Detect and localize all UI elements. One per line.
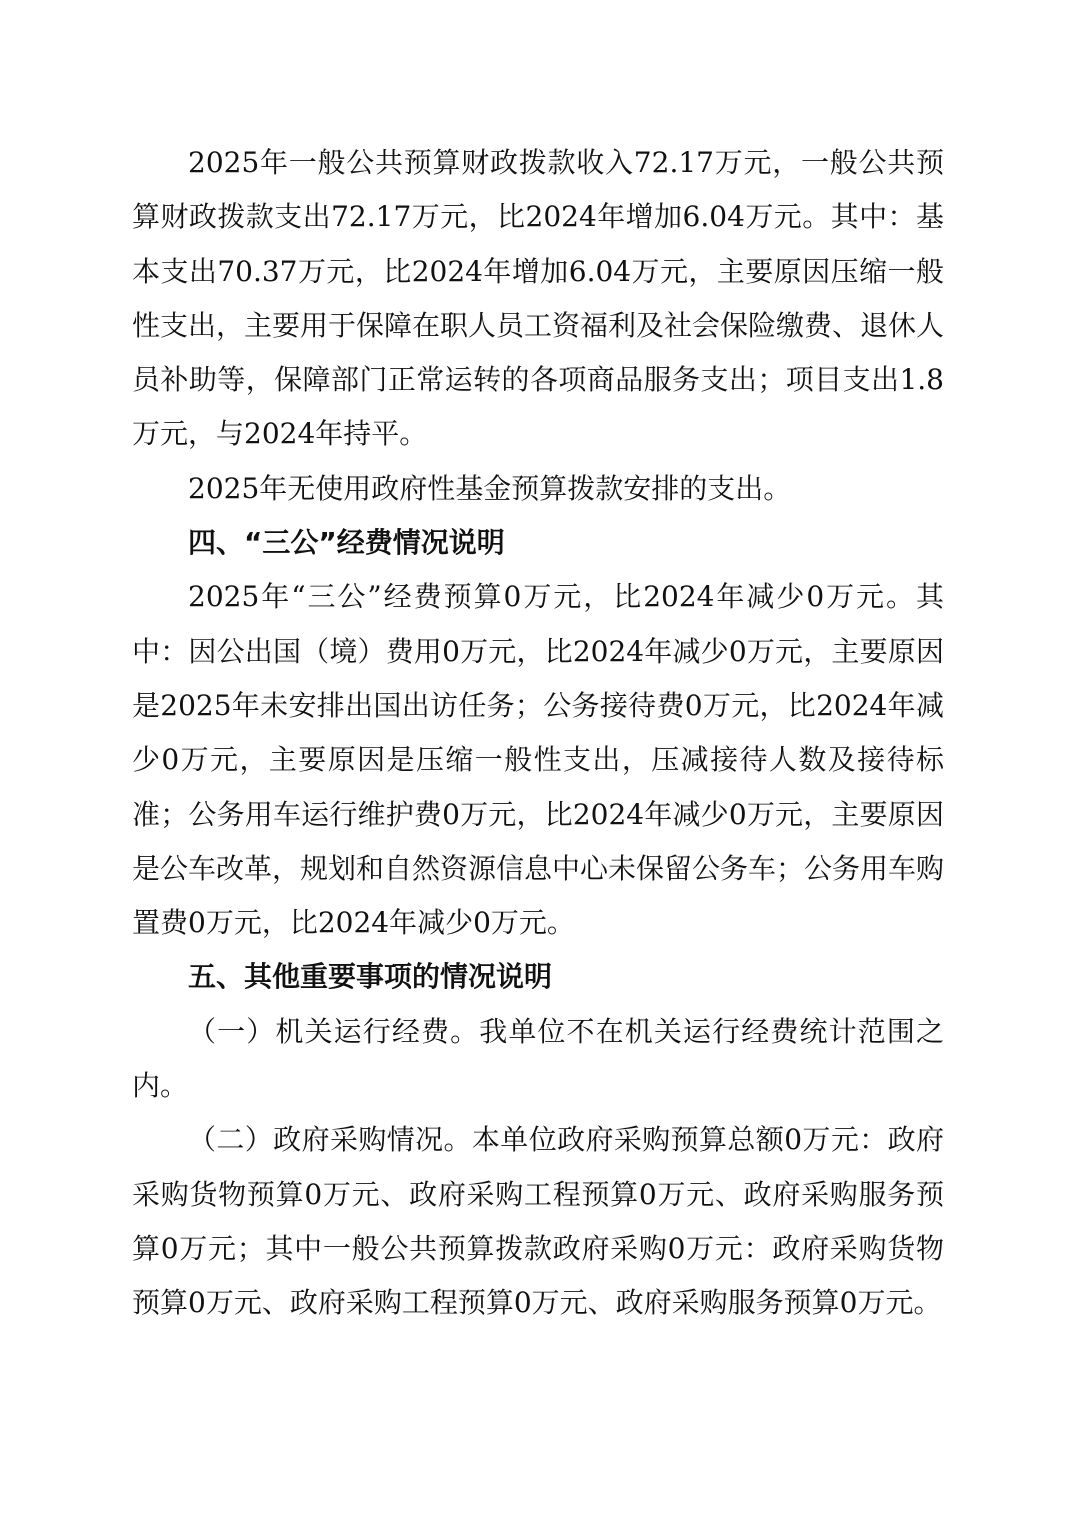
paragraph-three-public-expenses: 2025年“三公”经费预算0万元，比2024年减少0万元。其中：因公出国（境）费用0万元，比2024年减少0万元，主要原因是2025年未安排出国出访任务；公务接待费0万元，比2024年减少0万元，主要原因是压缩一般性支出，压减接待人数及接待标准；公务用车运行维护费0万元，比2024年减少0万元，主要原因是公车改革，规划和自然资源信息中心未保留公务车；公务用车购置费0万元，比2024年减少0万元。 — [132, 580, 945, 940]
paragraph-government-procurement: （二）政府采购情况。本单位政府采购预算总额0万元：政府采购货物预算0万元、政府采购工程预算0万元、政府采购服务预算0万元；其中一般公共预算拨款政府采购0万元：政府采购货物预算0万元、政府采购工程预算0万元、政府采购服务预算0万元。 — [132, 1123, 944, 1320]
paragraph-operating-expenses: （一）机关运行经费。我单位不在机关运行经费统计范围之内。 — [132, 1014, 944, 1103]
heading-other-matters: 五、其他重要事项的情况说明 — [188, 960, 553, 994]
document-body — [132, 136, 944, 1331]
paragraph-government-fund: 2025年无使用政府性基金预算拨款安排的支出。 — [188, 471, 792, 505]
heading-three-public-expenses: 四、“三公”经费情况说明 — [188, 526, 505, 560]
paragraph-budget-appropriation: 2025年一般公共预算财政拨款收入72.17万元，一般公共预算财政拨款支出72.17万元，比2024年增加6.04万元。其中：基本支出70.37万元，比2024年增加6.04万元，主要原因压缩一般性支出，主要用于保障在职人员工资福利及社会保险缴费、退休人员补助等，保障部门正常运转的各项商品服务支出；项目支出1.8万元，与2024年持平。 — [132, 146, 945, 451]
